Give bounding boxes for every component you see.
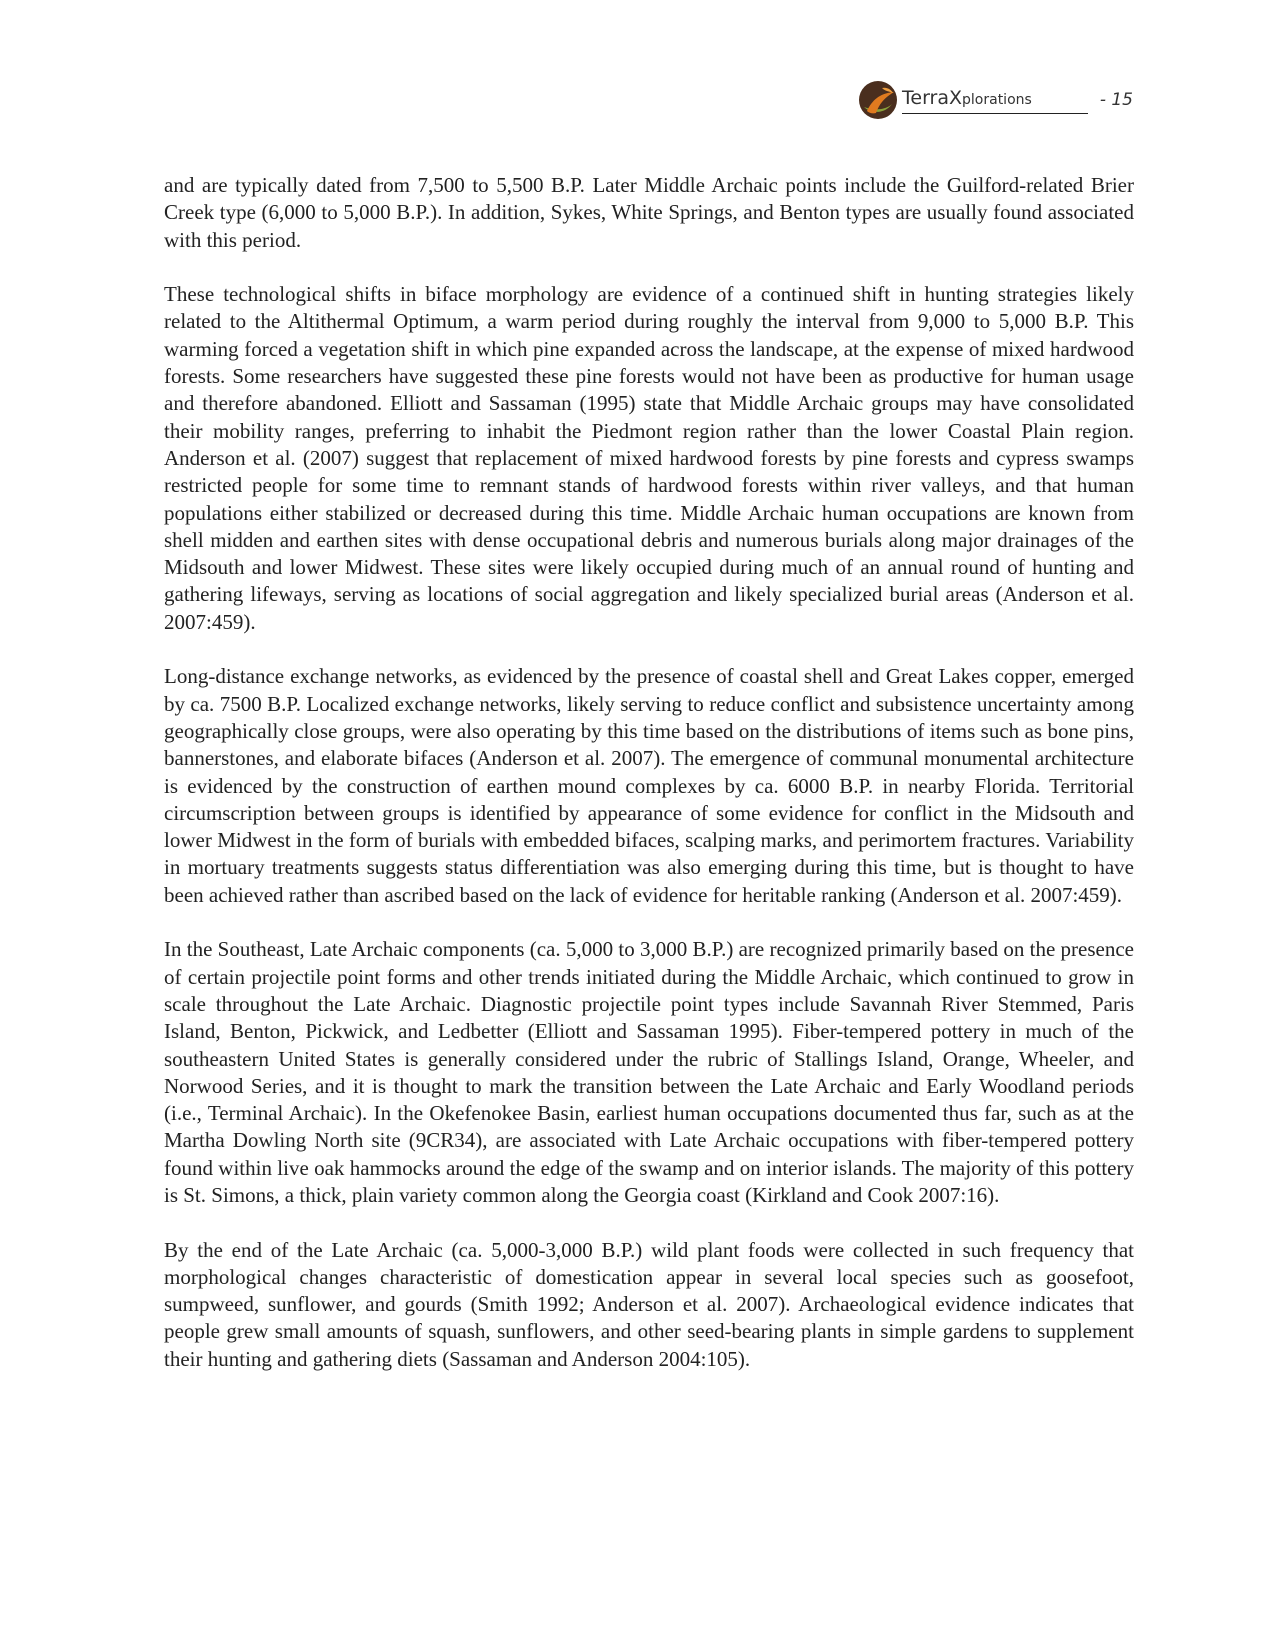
brand-name [902,89,1032,108]
paragraph: Long-distance exchange networks, as evidenced by the presence of coastal shell and Great Lakes copper, emerged by ca. 7500 B.P. Localized exchange networks, likely serving to reduce conflict and subsistence uncertainty among geographically close groups, were also operating by this time based on the distributions of items such as bone pins, bannerstones, and elaborate bifaces (Anderson et al. 2007). The emergence of communal monumental architecture is evidenced by the construction of earthen mound complexes by ca. 6000 B.P. in nearby Florida. Territorial circumscription between groups is identified by appearance of some evidence for conflict in the Midsouth and lower Midwest in the form of burials with embedded bifaces, scalping marks, and perimortem fractures. Variability in mortuary treatments suggests status differentiation was also emerging during this time, but is thought to have been achieved rather than ascribed based on the lack of evidence for heritable ranking (Anderson et al. 2007:459). [164,664,1134,907]
brand-main: TerraX [902,87,963,109]
page-header [858,80,1133,122]
terraxplorations-logo-icon [858,80,898,120]
paragraph: In the Southeast, Late Archaic components (ca. 5,000 to 3,000 B.P.) are recognized primarily based on the presence of certain projectile point forms and other trends initiated during the Middle Archaic, which continued to grow in scale throughout the Late Archaic. Diagnostic projectile point types include Savannah River Stemmed, Paris Island, Benton, Pickwick, and Ledbetter (Elliott and Sassaman 1995). Fiber-tempered pottery in much of the southeastern United States is generally considered under the rubric of Stallings Island, Orange, Wheeler, and Norwood Series, and it is thought to mark the transition between the Late Archaic and Early Woodland periods (i.e., Terminal Archaic). In the Okefenokee Basin, earliest human occupations documented thus far, such as at the Martha Dowling North site (9CR34), are associated with Late Archaic occupations with fiber-tempered pottery found within live oak hammocks around the edge of the swamp and on interior islands. The majority of this pottery is St. Simons, a thick, plain variety common along the Georgia coast (Kirkland and Cook 2007:16). [164,937,1134,1207]
brand-sub: plorations [962,92,1032,108]
header-rule [902,113,1088,114]
paragraph: and are typically dated from 7,500 to 5,500 B.P. Later Middle Archaic points include the Guilford-related Brier Creek type (6,000 to 5,000 B.P.). In addition, Sykes, White Springs, and Benton types are usually found associated with this period. [164,173,1134,252]
paragraph: By the end of the Late Archaic (ca. 5,000-3,000 B.P.) wild plant foods were collected in such frequency that morphological changes characteristic of domestication appear in several local species such as goosefoot, sumpweed, sunflower, and gourds (Smith 1992; Anderson et al. 2007). Archaeological evidence indicates that people grew small amounts of squash, sunflowers, and other seed-bearing plants in simple gardens to supplement their hunting and gathering diets (Sassaman and Anderson 2004:105). [164,1237,1134,1371]
paragraph: These technological shifts in biface morphology are evidence of a continued shift in hunting strategies likely related to the Altithermal Optimum, a warm period during roughly the interval from 9,000 to 5,000 B.P. This warming forced a vegetation shift in which pine expanded across the landscape, at the expense of mixed hardwood forests. Some researchers have suggested these pine forests would not have been as productive for human usage and therefore abandoned. Elliott and Sassaman (1995) state that Middle Archaic groups may have consolidated their mobility ranges, preferring to inhabit the Piedmont region rather than the lower Coastal Plain region. Anderson et al. (2007) suggest that replacement of mixed hardwood forests by pine forests and cypress swamps restricted people for some time to remnant stands of hardwood forests within river valleys, and that human populations either stabilized or decreased during this time. Middle Archaic human occupations are known from shell midden and earthen sites with dense occupational debris and numerous burials along major drainages of the Midsouth and lower Midwest. These sites were likely occupied during much of an annual round of hunting and gathering lifeways, serving as locations of social aggregation and likely specialized burial areas (Anderson et al. 2007:459). [164,282,1134,634]
page-number: - 15 [1099,90,1133,110]
body-text [164,172,1134,1400]
